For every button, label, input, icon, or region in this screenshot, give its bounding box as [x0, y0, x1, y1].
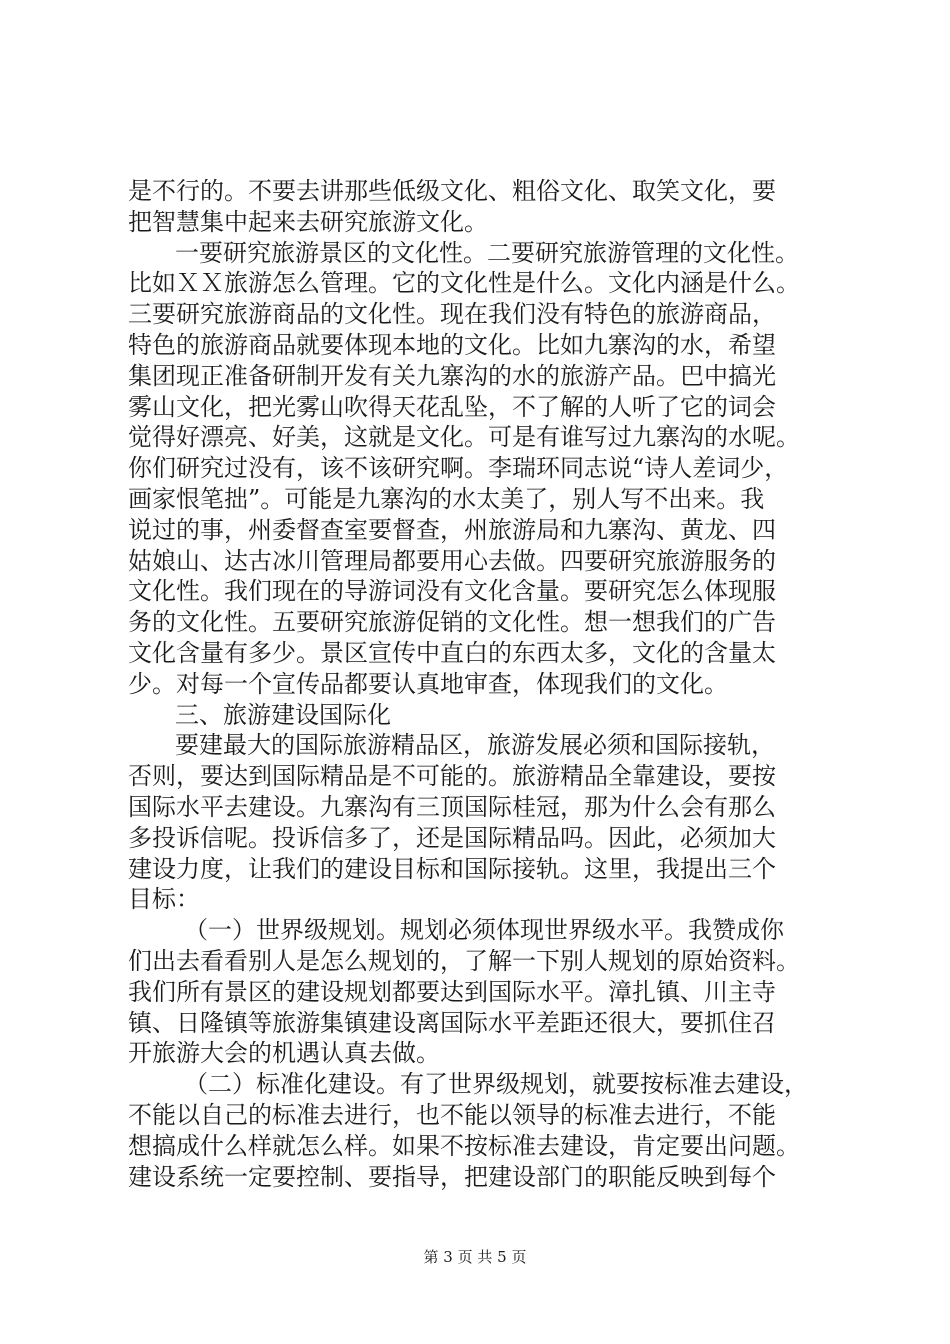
text-line: 画家恨笔拙”。可能是九寨沟的水太美了，别人写不出来。我 — [128, 484, 765, 513]
subsection-start-line: （一）世界级规划。规划必须体现世界级水平。我赞成你 — [184, 916, 784, 945]
text-line: 务的文化性。五要研究旅游促销的文化性。想一想我们的广告 — [128, 608, 776, 637]
text-line: 特色的旅游商品就要体现本地的文化。比如九寨沟的水，希望 — [128, 330, 776, 359]
text-line: 文化性。我们现在的导游词没有文化含量。要研究怎么体现服 — [128, 577, 776, 606]
text-line: 集团现正准备研制开发有关九寨沟的水的旅游产品。巴中搞光 — [128, 361, 776, 390]
text-line: 我们所有景区的建设规划都要达到国际水平。漳扎镇、川主寺 — [128, 977, 776, 1006]
document-body — [128, 176, 848, 1192]
text-line: 姑娘山、达古冰川管理局都要用心去做。四要研究旅游服务的 — [128, 546, 776, 575]
text-line: 你们研究过没有，该不该研究啊。李瑞环同志说“诗人差词少， — [128, 454, 789, 483]
text-line: 说过的事，州委督查室要督查，州旅游局和九寨沟、黄龙、四 — [128, 515, 776, 544]
text-line: 否则，要达到国际精品是不可能的。旅游精品全靠建设，要按 — [128, 762, 776, 791]
text-line: 想搞成什么样就怎么样。如果不按标准去建设，肯定要出问题。 — [128, 1131, 800, 1160]
text-line: 们出去看看别人是怎么规划的，了解一下别人规划的原始资料。 — [128, 946, 800, 975]
text-line: 开旅游大会的机遇认真去做。 — [128, 1039, 440, 1068]
text-line: 目标： — [128, 885, 200, 914]
text-line: 三要研究旅游商品的文化性。现在我们没有特色的旅游商品， — [128, 300, 776, 329]
page-number-footer: 第 3 页 共 5 页 — [423, 1248, 527, 1266]
text-line: 建设系统一定要控制、要指导，把建设部门的职能反映到每个 — [128, 1162, 776, 1191]
paragraph-start-line: 要建最大的国际旅游精品区，旅游发展必须和国际接轨， — [175, 731, 775, 760]
text-line: 不能以自己的标准去进行，也不能以领导的标准去进行，不能 — [128, 1100, 776, 1129]
text-line: 多投诉信呢。投诉信多了，还是国际精品吗。因此，必须加大 — [128, 823, 776, 852]
text-line: 建设力度，让我们的建设目标和国际接轨。这里，我提出三个 — [128, 854, 776, 883]
subsection-start-line: （二）标准化建设。有了世界级规划，就要按标准去建设， — [184, 1070, 808, 1099]
text-line: 国际水平去建设。九寨沟有三顶国际桂冠，那为什么会有那么 — [128, 792, 776, 821]
section-heading: 三、旅游建设国际化 — [175, 700, 391, 729]
text-line: 比如ＸＸ旅游怎么管理。它的文化性是什么。文化内涵是什么。 — [128, 269, 800, 298]
text-line: 文化含量有多少。景区宣传中直白的东西太多，文化的含量太 — [128, 638, 776, 667]
text-line: 是不行的。不要去讲那些低级文化、粗俗文化、取笑文化，要 — [128, 177, 776, 205]
text-line: 觉得好漂亮、好美，这就是文化。可是有谁写过九寨沟的水呢。 — [128, 423, 800, 452]
text-line: 雾山文化，把光雾山吹得天花乱坠，不了解的人听了它的词会 — [128, 392, 776, 421]
text-line: 把智慧集中起来去研究旅游文化。 — [128, 207, 488, 236]
text-line: 少。对每一个宣传品都要认真地审查，体现我们的文化。 — [128, 669, 728, 698]
paragraph-start-line: 一要研究旅游景区的文化性。二要研究旅游管理的文化性。 — [175, 238, 799, 267]
text-line: 镇、日隆镇等旅游集镇建设离国际水平差距还很大，要抓住召 — [128, 1008, 776, 1037]
